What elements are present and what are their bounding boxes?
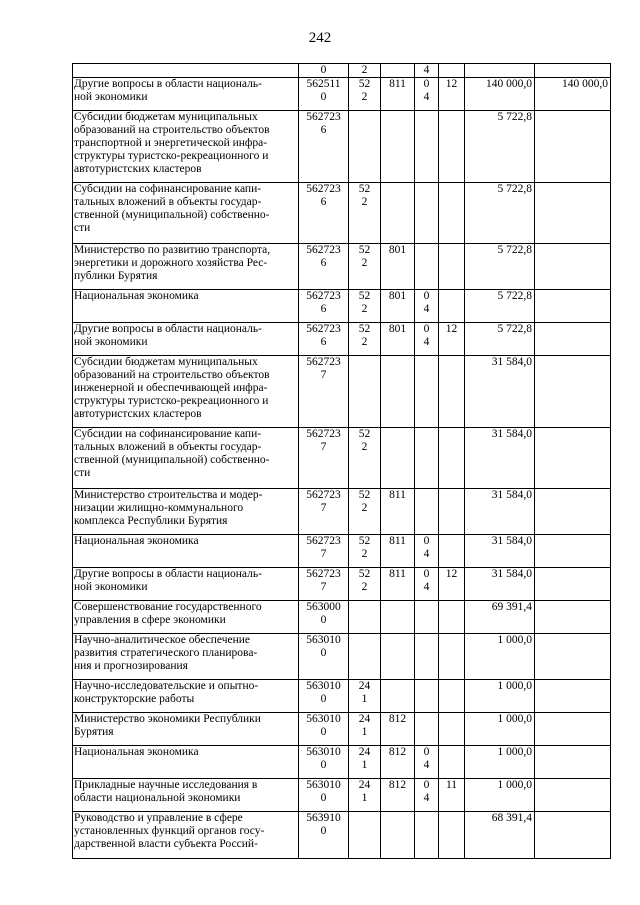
table-cell (415, 634, 439, 680)
table-row (73, 183, 611, 244)
table-row (73, 812, 611, 859)
table-row (73, 634, 611, 680)
table-cell (465, 64, 535, 78)
table-cell (535, 428, 611, 489)
table-cell (535, 568, 611, 601)
table-cell: 24 1 (349, 779, 381, 812)
table-cell: 52 2 (349, 78, 381, 111)
table-cell: 562723 6 (299, 111, 349, 183)
table-cell: 811 (381, 568, 415, 601)
table-cell (439, 680, 465, 713)
table-cell (439, 634, 465, 680)
table-cell: 68 391,4 (465, 812, 535, 859)
table-cell: 562723 6 (299, 183, 349, 244)
table-row (73, 568, 611, 601)
table-cell: 31 584,0 (465, 568, 535, 601)
table-cell: 0 4 (415, 290, 439, 323)
table-cell (439, 64, 465, 78)
table-cell: Национальная экономика (73, 746, 299, 779)
table-cell (535, 812, 611, 859)
table-cell: 563010 0 (299, 779, 349, 812)
table-cell: 562723 7 (299, 428, 349, 489)
table-row (73, 779, 611, 812)
table-cell (415, 183, 439, 244)
table-cell (381, 634, 415, 680)
table-cell: 562723 6 (299, 290, 349, 323)
table-cell: Совершенствование государственного управления в сфере экономики (73, 601, 299, 634)
table-cell (535, 535, 611, 568)
table-row (73, 244, 611, 290)
table-cell: 0 4 (415, 568, 439, 601)
table-cell (415, 111, 439, 183)
table-cell: 562723 7 (299, 535, 349, 568)
table-cell: 811 (381, 78, 415, 111)
table-cell: 24 1 (349, 680, 381, 713)
table-cell (415, 489, 439, 535)
table-cell: Министерство по развитию транспорта, энергетики и дорожного хозяйства Рес- публики Бурятия (73, 244, 299, 290)
table-cell (381, 601, 415, 634)
table-cell (439, 713, 465, 746)
table-cell: 31 584,0 (465, 489, 535, 535)
table-cell: 562723 6 (299, 323, 349, 356)
table-cell (439, 746, 465, 779)
table-cell (535, 779, 611, 812)
table-cell: Руководство и управление в сфере установленных функций органов госу- дарственной власти субъекта Россий- (73, 812, 299, 859)
table-cell (349, 812, 381, 859)
table-cell (381, 812, 415, 859)
table-row (73, 680, 611, 713)
table-cell: 5 722,8 (465, 111, 535, 183)
table-cell (535, 290, 611, 323)
table-cell: 5 722,8 (465, 290, 535, 323)
table-cell (381, 183, 415, 244)
table-cell: 5 722,8 (465, 323, 535, 356)
table-cell (73, 64, 299, 78)
table-cell: 140 000,0 (535, 78, 611, 111)
table-cell: 140 000,0 (465, 78, 535, 111)
table-cell: 2 (349, 64, 381, 78)
table-cell: 52 2 (349, 244, 381, 290)
table-row (73, 746, 611, 779)
table-cell: 801 (381, 244, 415, 290)
table-cell (381, 356, 415, 428)
table-cell (415, 356, 439, 428)
table-cell: 1 000,0 (465, 746, 535, 779)
table-row (73, 489, 611, 535)
table-row (73, 290, 611, 323)
table-cell: Министерство экономики Республики Бурятия (73, 713, 299, 746)
table-cell: 812 (381, 779, 415, 812)
table-cell (439, 183, 465, 244)
table-cell (349, 111, 381, 183)
table-cell: Субсидии на софинансирование капи- тальных вложений в объекты государ- ственной (муниципальной) собственно- сти (73, 183, 299, 244)
table-cell (415, 680, 439, 713)
table-cell: 31 584,0 (465, 428, 535, 489)
table-cell: 563010 0 (299, 634, 349, 680)
budget-table (72, 63, 611, 859)
table-cell: 1 000,0 (465, 713, 535, 746)
table-row (73, 323, 611, 356)
table-cell: 52 2 (349, 489, 381, 535)
table-cell: 562723 7 (299, 356, 349, 428)
table-cell: Другие вопросы в области националь- ной экономики (73, 323, 299, 356)
table-cell (381, 680, 415, 713)
table-row (73, 535, 611, 568)
table-row (73, 356, 611, 428)
table-cell (439, 812, 465, 859)
table-cell (535, 183, 611, 244)
table-row (73, 428, 611, 489)
table-cell (439, 290, 465, 323)
table-row (73, 78, 611, 111)
table-cell: 1 000,0 (465, 779, 535, 812)
table-cell: 31 584,0 (465, 535, 535, 568)
table-cell: 811 (381, 535, 415, 568)
table-cell: 1 000,0 (465, 634, 535, 680)
table-cell (439, 489, 465, 535)
table-cell: 12 (439, 568, 465, 601)
table-cell: 24 1 (349, 746, 381, 779)
table-cell (535, 601, 611, 634)
table-row (73, 111, 611, 183)
table-cell: 0 4 (415, 746, 439, 779)
table-row (73, 64, 611, 78)
table-cell (415, 601, 439, 634)
table-row (73, 713, 611, 746)
table-cell (535, 746, 611, 779)
table-cell: 563000 0 (299, 601, 349, 634)
table-cell: Научно-аналитическое обеспечение развития стратегического планирова- ния и прогнозирования (73, 634, 299, 680)
table-cell: 811 (381, 489, 415, 535)
table-cell: Субсидии бюджетам муниципальных образований на строительство объектов инженерной и обеспечивающей инфра- структуры туристско-рекреационного и автотуристских кластеров (73, 356, 299, 428)
table-cell: Национальная экономика (73, 535, 299, 568)
table-cell: 0 4 (415, 323, 439, 356)
table-cell: 563910 0 (299, 812, 349, 859)
table-cell (439, 111, 465, 183)
table-cell: 0 4 (415, 535, 439, 568)
table-cell: 562723 7 (299, 568, 349, 601)
table-cell: 52 2 (349, 535, 381, 568)
table-cell (535, 111, 611, 183)
table-cell (415, 713, 439, 746)
table-cell: 24 1 (349, 713, 381, 746)
table-cell: 69 391,4 (465, 601, 535, 634)
table-cell: Прикладные научные исследования в области национальной экономики (73, 779, 299, 812)
table-cell: 4 (415, 64, 439, 78)
table-cell: 563010 0 (299, 680, 349, 713)
table-row (73, 601, 611, 634)
table-cell (415, 428, 439, 489)
table-cell: 52 2 (349, 290, 381, 323)
table-cell (381, 111, 415, 183)
table-cell: 562511 0 (299, 78, 349, 111)
table-cell (439, 535, 465, 568)
table-cell (349, 601, 381, 634)
table-cell: 12 (439, 323, 465, 356)
table-cell: 801 (381, 290, 415, 323)
table-cell (415, 244, 439, 290)
table-cell (439, 428, 465, 489)
table-cell: Другие вопросы в области националь- ной экономики (73, 568, 299, 601)
table-cell (535, 489, 611, 535)
table-cell: 12 (439, 78, 465, 111)
table-cell (415, 812, 439, 859)
table-cell: 5 722,8 (465, 244, 535, 290)
table-cell: 562723 7 (299, 489, 349, 535)
table-cell (535, 64, 611, 78)
table-cell: 0 4 (415, 78, 439, 111)
table-cell: 31 584,0 (465, 356, 535, 428)
table-cell (439, 356, 465, 428)
table-cell (535, 244, 611, 290)
table-cell: 812 (381, 746, 415, 779)
table-cell (439, 601, 465, 634)
table-cell: 52 2 (349, 568, 381, 601)
table-cell: 52 2 (349, 428, 381, 489)
table-cell (535, 323, 611, 356)
table-cell: 52 2 (349, 183, 381, 244)
table-cell (349, 634, 381, 680)
table-cell: Другие вопросы в области националь- ной экономики (73, 78, 299, 111)
table-cell (535, 356, 611, 428)
table-cell: 5 722,8 (465, 183, 535, 244)
table-cell: 812 (381, 713, 415, 746)
table-cell: 563010 0 (299, 713, 349, 746)
table-cell: 0 (299, 64, 349, 78)
table-cell: 562723 6 (299, 244, 349, 290)
table-cell: 801 (381, 323, 415, 356)
table-cell: 563010 0 (299, 746, 349, 779)
table-cell: 11 (439, 779, 465, 812)
table-cell: Национальная экономика (73, 290, 299, 323)
table-cell (439, 244, 465, 290)
table-cell: Министерство строительства и модер- низации жилищно-коммунального комплекса Республики Бурятия (73, 489, 299, 535)
table-cell (381, 64, 415, 78)
table-cell: Научно-исследовательские и опытно- конструкторские работы (73, 680, 299, 713)
table-cell (535, 680, 611, 713)
table-cell (349, 356, 381, 428)
table-cell: Субсидии на софинансирование капи- тальных вложений в объекты государ- ственной (муниципальной) собственно- сти (73, 428, 299, 489)
table-cell: 52 2 (349, 323, 381, 356)
table-cell: 0 4 (415, 779, 439, 812)
page-number: 242 (308, 30, 332, 46)
table-cell: Субсидии бюджетам муниципальных образований на строительство объектов транспортной и энергетической инфра- структуры туристско-рекреационного и автотуристских кластеров (73, 111, 299, 183)
table-cell (535, 634, 611, 680)
table-cell (535, 713, 611, 746)
table-cell: 1 000,0 (465, 680, 535, 713)
table-cell (381, 428, 415, 489)
